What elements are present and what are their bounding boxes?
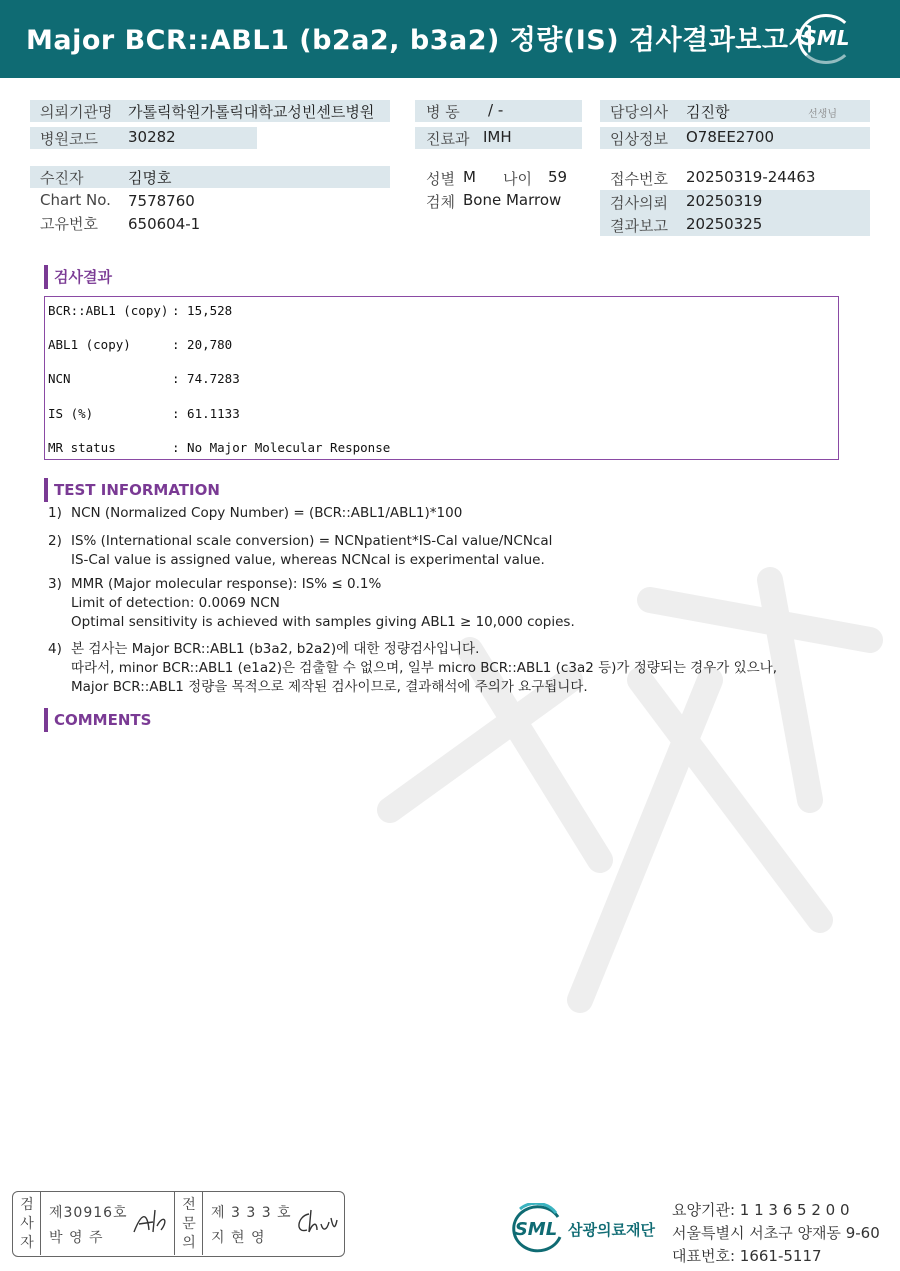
item-number: 3) [48, 576, 62, 592]
tester-label-text: 검사자 [20, 1197, 34, 1251]
item-number: 1) [48, 505, 62, 521]
dept-value: IMH [483, 128, 512, 146]
institution-value: 가톨릭학원가톨릭대학교성빈센트병원 [128, 103, 375, 121]
report-value: 20250325 [686, 215, 763, 233]
result-row [48, 440, 390, 455]
id-label: 고유번호 [40, 215, 98, 233]
sml-logo [798, 14, 854, 64]
tester-signature [131, 1206, 171, 1238]
result-value: : 20,780 [172, 337, 233, 352]
age-value: 59 [548, 168, 568, 186]
dept-label: 진료과 [426, 130, 470, 148]
specialist-label [177, 1196, 201, 1253]
test-info-section-title: TEST INFORMATION [44, 478, 220, 502]
doctor-value: 김진항 [686, 103, 730, 121]
specimen-value: Bone Marrow [463, 191, 562, 209]
ward-label: 병 동 [426, 103, 460, 121]
result-label: MR status [48, 440, 116, 455]
institution-label: 의뢰기관명 [40, 103, 113, 121]
item-line: Limit of detection: 0.0069 NCN [71, 595, 280, 611]
report-header [0, 0, 900, 78]
item-line: 따라서, minor BCR::ABL1 (e1a2)은 검출할 수 없으며, 일부 micro BCR::ABL1 (c3a2 등)가 정량되는 경우가 있으나, [71, 660, 778, 676]
footer-org-name: 삼광의료재단 [568, 1221, 655, 1239]
patient-name-label: 수진자 [40, 169, 84, 187]
tester-name: 박 영 주 [49, 1230, 104, 1246]
chart-no-label: Chart No. [40, 191, 111, 209]
specialist-signature [293, 1206, 339, 1238]
ward-value: / - [488, 101, 504, 119]
result-row [48, 337, 232, 352]
id-value: 650604-1 [128, 215, 201, 233]
doctor-label: 담당의사 [610, 103, 668, 121]
report-title: Major BCR::ABL1 (b2a2, b3a2) 정량(IS) 검사결과보고서 [26, 25, 816, 56]
item-line: NCN (Normalized Copy Number) = (BCR::ABL1/ABL1)*100 [71, 505, 463, 521]
test-info-item-2 [48, 532, 552, 570]
logo-text: SML [802, 26, 850, 50]
report-label: 결과보고 [610, 217, 668, 235]
patient-name-value: 김명호 [128, 169, 172, 187]
signature-box [12, 1191, 345, 1257]
clinical-label: 임상정보 [610, 130, 668, 148]
result-value: : 15,528 [172, 303, 233, 318]
tester-license: 제30916호 [49, 1205, 128, 1221]
item-number: 2) [48, 533, 62, 549]
watermark-graphic [350, 560, 900, 1060]
results-box [44, 296, 839, 460]
item-line: Optimal sensitivity is achieved with samples giving ABL1 ≥ 10,000 copies. [71, 614, 575, 630]
test-info-item-3 [48, 575, 575, 632]
result-value: : 74.7283 [172, 371, 240, 386]
result-label: ABL1 (copy) [48, 337, 131, 352]
sex-value: M [463, 168, 476, 186]
result-label: IS (%) [48, 406, 94, 421]
specialist-license: 제 3 3 3 호 [211, 1205, 292, 1221]
result-row [48, 371, 240, 386]
doctor-suffix: 선생님 [808, 109, 837, 120]
chart-no-value: 7578760 [128, 192, 195, 210]
receipt-value: 20250319-24463 [686, 168, 816, 186]
patient-name-bar [30, 166, 390, 188]
result-label: NCN [48, 371, 71, 386]
receipt-label: 접수번호 [610, 170, 668, 188]
specimen-label: 검체 [426, 193, 455, 211]
footer-logo-text: SML [514, 1219, 558, 1240]
comments-section-title: COMMENTS [44, 708, 151, 732]
hospital-code-label: 병원코드 [40, 130, 98, 148]
result-value: : No Major Molecular Response [172, 440, 391, 455]
specialist-label-text: 전문의 [182, 1197, 196, 1251]
clinical-value: O78EE2700 [686, 128, 775, 146]
result-row [48, 406, 240, 421]
item-number: 4) [48, 641, 62, 657]
test-info-item-1 [48, 504, 462, 523]
specialist-name: 지 현 영 [211, 1230, 266, 1246]
sex-label: 성별 [426, 170, 455, 188]
test-info-item-4 [48, 640, 777, 697]
item-line: 본 검사는 Major BCR::ABL1 (b3a2, b2a2)에 대한 정량검사입니다. [71, 641, 480, 657]
results-section-title: 검사결과 [44, 265, 112, 289]
item-line: Major BCR::ABL1 정량을 목적으로 제작된 검사이므로, 결과해석에 주의가 요구됩니다. [71, 679, 588, 695]
tester-label [15, 1196, 39, 1253]
item-line: IS% (International scale conversion) = NCNpatient*IS-Cal value/NCNcal [71, 533, 553, 549]
hospital-code-value: 30282 [128, 128, 176, 146]
footer-phone: 대표번호: 1661-5117 [672, 1247, 822, 1265]
item-line: MMR (Major molecular response): IS% ≤ 0.1% [71, 576, 382, 592]
request-label: 검사의뢰 [610, 194, 668, 212]
sml-mark-icon [508, 1203, 564, 1253]
item-line: IS-Cal value is assigned value, whereas NCNcal is experimental value. [71, 552, 545, 568]
result-row [48, 303, 232, 318]
request-value: 20250319 [686, 192, 763, 210]
footer-code: 요양기관: 1 1 3 6 5 2 0 0 [672, 1201, 850, 1219]
result-value: : 61.1133 [172, 406, 240, 421]
footer-address: 서울특별시 서초구 양재동 9-60 [672, 1224, 880, 1242]
result-label: BCR::ABL1 (copy) [48, 303, 169, 318]
age-label: 나이 [503, 170, 532, 188]
